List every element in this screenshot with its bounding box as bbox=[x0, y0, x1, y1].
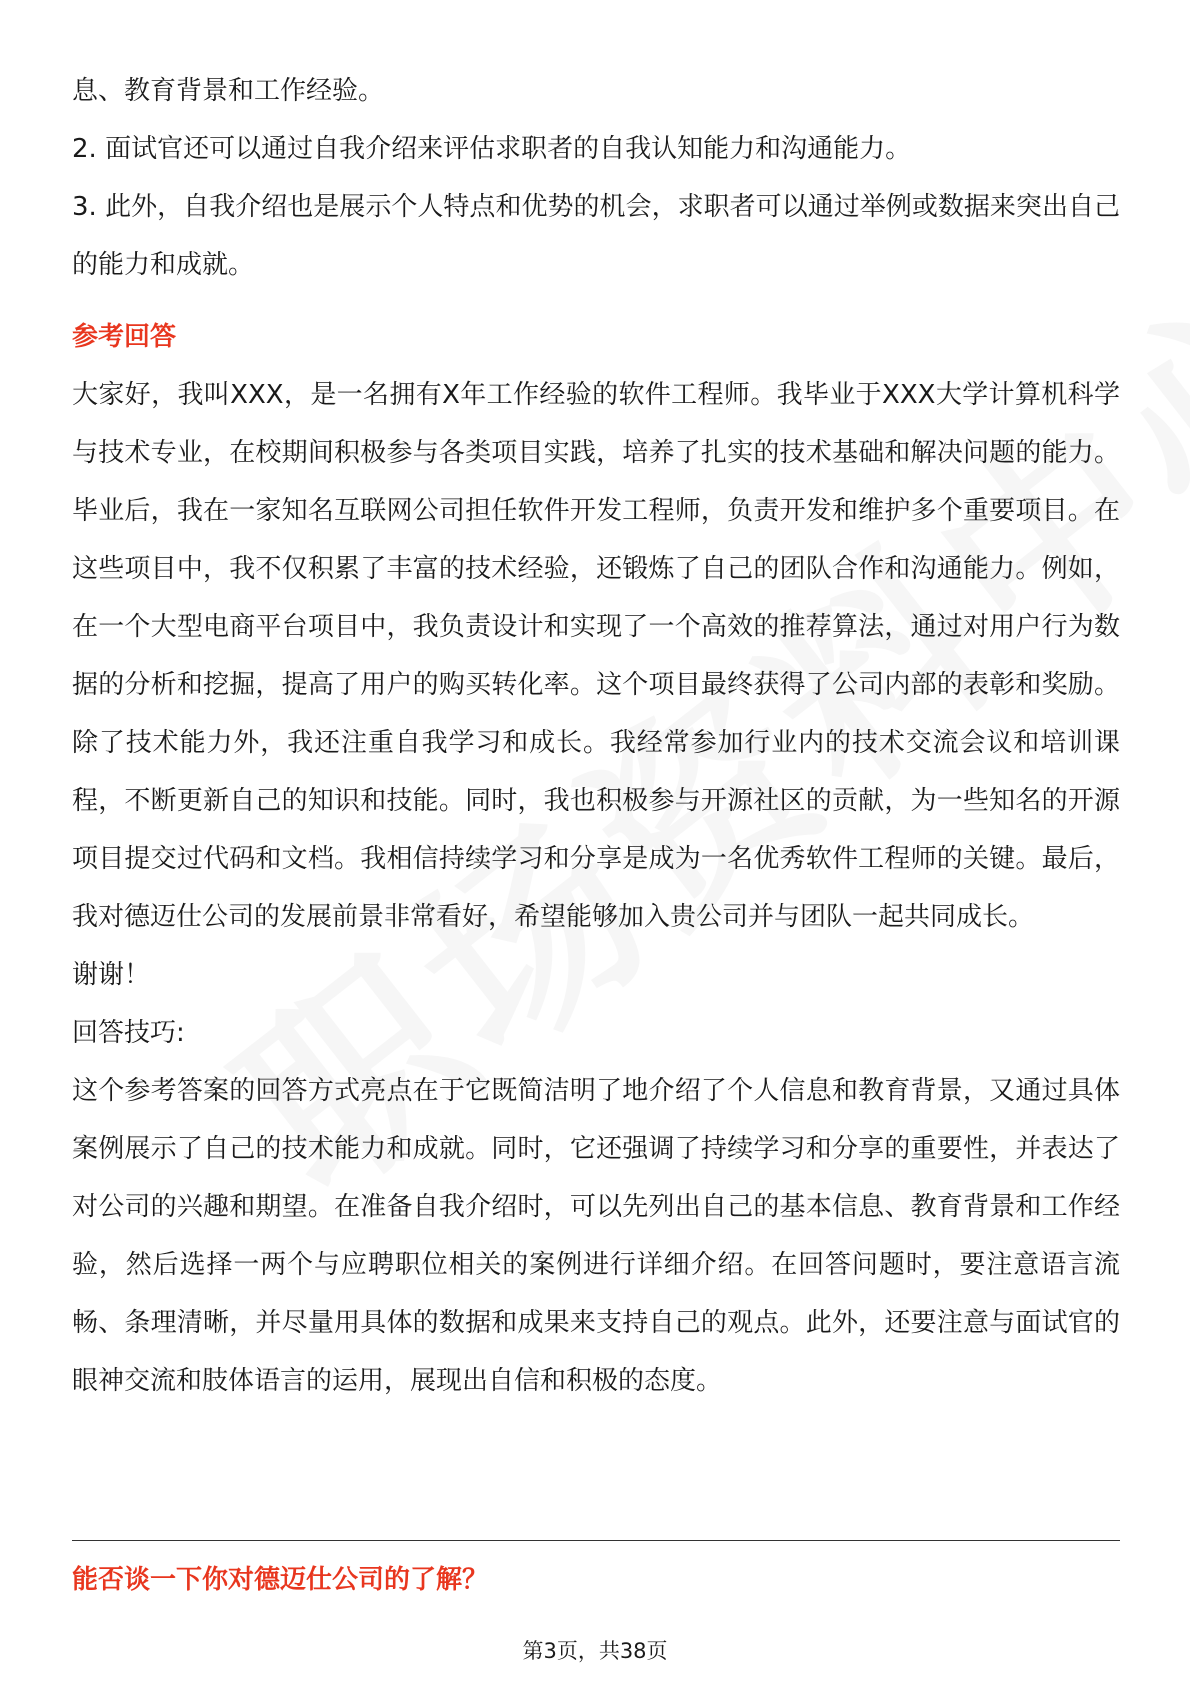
answer-tips-body: 这个参考答案的回答方式亮点在于它既简洁明了地介绍了个人信息和教育背景，又通过具体案例展示了自己的技术能力和成就。同时，它还强调了持续学习和分享的重要性，并表达了对公司的兴趣和期望。在准备自我介绍时，可以先列出自己的基本信息、教育背景和工作经验，然后选择一两个与应聘职位相关的案例进行详细介绍。在回答问题时，要注意语言流畅、条理清晰，并尽量用具体的数据和成果来支持自己的观点。此外，还要注意与面试官的眼神交流和肢体语言的运用，展现出自信和积极的态度。 bbox=[72, 1076, 1120, 1396]
intro-line-1: 息、教育背景和工作经验。 bbox=[72, 76, 385, 106]
reference-answer-title: 参考回答 bbox=[72, 322, 177, 352]
reference-answer-thanks: 谢谢！ bbox=[72, 960, 151, 990]
page-number: 第3页，共38页 bbox=[522, 1639, 668, 1663]
intro-line-3: 3. 此外，自我介绍也是展示个人特点和优势的机会，求职者可以通过举例或数据来突出自己的能力和成就。 bbox=[72, 192, 1120, 280]
page-content bbox=[72, 62, 1120, 1410]
answer-tips-title: 回答技巧: bbox=[72, 1018, 185, 1048]
next-question-heading: 能否谈一下你对德迈仕公司的了解？ bbox=[72, 1565, 489, 1595]
intro-line-2: 2. 面试官还可以通过自我介绍来评估求职者的自我认知能力和沟通能力。 bbox=[72, 134, 912, 164]
reference-answer-body: 大家好，我叫XXX，是一名拥有X年工作经验的软件工程师。我毕业于XXX大学计算机科学与技术专业，在校期间积极参与各类项目实践，培养了扎实的技术基础和解决问题的能力。毕业后，我在一家知名互联网公司担任软件开发工程师，负责开发和维护多个重要项目。在这些项目中，我不仅积累了丰富的技术经验，还锻炼了自己的团队合作和沟通能力。例如，在一个大型电商平台项目中，我负责设计和实现了一个高效的推荐算法，通过对用户行为数据的分析和挖掘，提高了用户的购买转化率。这个项目最终获得了公司内部的表彰和奖励。除了技术能力外，我还注重自我学习和成长。我经常参加行业内的技术交流会议和培训课程，不断更新自己的知识和技能。同时，我也积极参与开源社区的贡献，为一些知名的开源项目提交过代码和文档。我相信持续学习和分享是成为一名优秀软件工程师的关键。最后，我对德迈仕公司的发展前景非常看好，希望能够加入贵公司并与团队一起共同成长。 bbox=[72, 380, 1120, 932]
section-divider bbox=[72, 1540, 1120, 1541]
